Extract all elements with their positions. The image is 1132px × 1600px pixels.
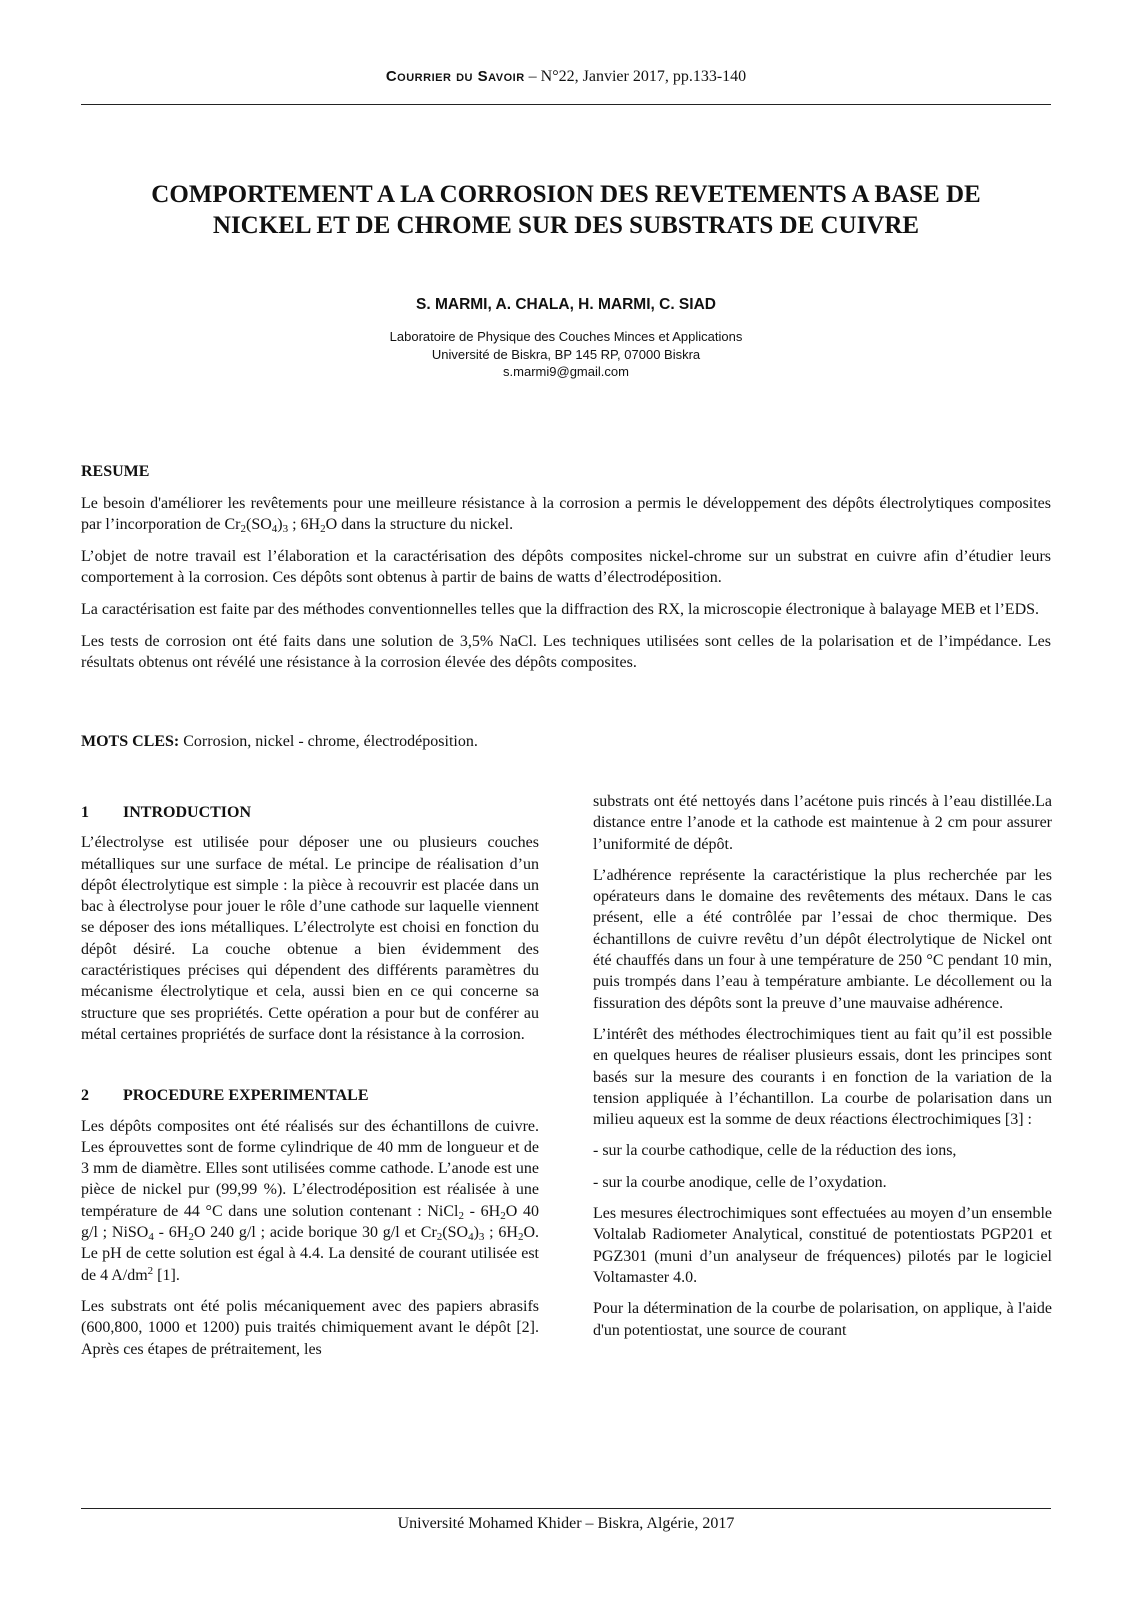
issue-info: – N°22, Janvier 2017, pp.133-140 — [524, 68, 747, 85]
left-column — [81, 802, 539, 1370]
keywords — [81, 733, 1051, 751]
title-line-1: COMPORTEMENT A LA CORROSION DES REVETEMENTS A BASE DE — [151, 181, 981, 208]
right-paragraph-1: substrats ont été nettoyés dans l’acétone puis rincés à l’eau distillée.La distance entre l’anode et la cathode est maintenue à 2 cm pour assurer l’uniformité de dépôt. — [593, 793, 1052, 853]
journal-name: Courrier du Savoir — [385, 68, 525, 85]
affiliation-university: Université de Biskra, BP 145 RP, 07000 Biskra — [431, 346, 701, 362]
title-line-2: NICKEL ET DE CHROME SUR DES SUBSTRATS DE CUIVRE — [212, 212, 920, 239]
section-2-paragraph-1: Les dépôts composites ont été réalisés sur des échantillons de cuivre. Les éprouvettes sont de forme cylindrique de 40 mm de longueur et de 3 mm de diamètre. Elles sont utilisées comme cathode. L’anode est une pièce de nickel pur (99,99 %). L’électrodéposition est réalisée à une température de 44 °C dans une solution contenant : NiCl$_2$ - $6H_2O$ 40 g/l ; NiSO$_4$ - $6H_2O$ 240 g/l ; acide borique 30 g/l et $Cr_2(SO_4)_3$ ; $6H_2O$. Le pH de cette solution est égal à 4.4. La densité de courant utilisée est de 4 $A/dm^2$ [1]. — [81, 1117, 540, 1284]
section-1-paragraph: L’électrolyse est utilisée pour déposer une ou plusieurs couches métalliques sur une surface de métal. Le principe de réalisation d’un dépôt électrolytique est simple : la pièce à recouvrir est placée dans un bac à électrolyse pour jouer le rôle d’une cathode sur laquelle viennent se déposer des ions métalliques. L’électrolyte est choisi en fonction du dépôt désiré. La couche obtenue a bien évidemment des caractéristiques précises qui dépendent des différents paramètres du mécanisme électrolytique et cela, aussi bien en ce qui concerne sa structure que ses propriétés. Cette opération a pour but de conférer au métal certaines propriétés de surface dont la résistance à la corrosion. — [81, 834, 539, 1043]
affiliation-lab: Laboratoire de Physique des Couches Minces et Applications — [389, 329, 743, 344]
right-paragraph-3: L’intérêt des méthodes électrochimiques tient au fait qu’il est possible en quelques heures de réaliser plusieurs essais, dont les principes sont basés sur la mesure des courants i en fonction de la variation de la tension appliquée à l’échantillon. La courbe de polarisation dans un milieu aqueux est la somme de deux réactions électrochimiques [3] : — [593, 1025, 1052, 1129]
keywords-label: MOTS CLES: — [81, 733, 180, 750]
running-header — [81, 68, 1051, 86]
abstract-paragraph-1: Le besoin d'améliorer les revêtements pour une meilleure résistance à la corrosion a permis le développement des dépôts électrolytiques composites par l’incorporation de $Cr_2(SO_4)_3$ ; $6H_2O$ dans la structure du nickel. — [81, 495, 1051, 535]
section-2-paragraph-2: Les substrats ont été polis mécaniquement avec des papiers abrasifs (600,800, 1000 et 1200) puis traités chimiquement avant le dépôt [2]. Après ces étapes de prétraitement, les — [81, 1297, 539, 1358]
section-2-heading: 2 PROCEDURE EXPERIMENTALE — [81, 1087, 369, 1105]
right-list-item-2: - sur la courbe anodique, celle de l’oxydation. — [593, 1173, 887, 1191]
section-1-heading: 1 INTRODUCTION — [81, 804, 252, 821]
abstract-paragraph-2: L’objet de notre travail est l’élaboration et la caractérisation des dépôts composites nickel-chrome sur un substrat en cuivre afin d’étudier leurs comportement à la corrosion. Ces dépôts sont obtenus à partir de bains de watts d’électrodéposition. — [81, 548, 1051, 586]
right-paragraph-2: L’adhérence représente la caractéristique la plus recherchée par les opérateurs dans le domaine des revêtements des métaux. Dans le cas présent, elle a été contrôlée par l’essai de choc thermique. Des échantillons de cuivre revêtu d’un dépôt électrolytique de Nickel ont été chauffés dans un four à une température de 250 °C pendant 10 min, puis trompés dans l’eau à température ambiante. Le décollement ou la fissuration des dépôts sont la preuve d’une mauvaise adhérence. — [593, 866, 1052, 1012]
author-email: s.marmi9@gmail.com — [503, 364, 629, 379]
footer-rule — [81, 1508, 1051, 1509]
right-paragraph-4: Les mesures électrochimiques sont effectuées au moyen d’un ensemble Voltalab Radiometer Analytical, constitué de potentiostats PGP201 et PGZ301 (muni d’un analyseur de fréquences) pilotés par le logiciel Voltamaster 4.0. — [593, 1205, 1052, 1286]
header-rule — [81, 104, 1051, 105]
abstract — [81, 461, 1051, 684]
keywords-text: Corrosion, nickel - chrome, électrodéposition. — [179, 733, 478, 750]
abstract-heading: RESUME — [81, 463, 150, 480]
right-column — [593, 791, 1052, 1351]
right-list-item-1: - sur la courbe cathodique, celle de la réduction des ions, — [593, 1142, 957, 1160]
authors: S. MARMI, A. CHALA, H. MARMI, C. SIAD — [416, 296, 716, 313]
paper-title — [81, 179, 1051, 241]
page-footer: Université Mohamed Khider – Biskra, Algérie, 2017 — [397, 1515, 735, 1532]
abstract-paragraph-4: Les tests de corrosion ont été faits dans une solution de 3,5% NaCl. Les techniques utilisées sont celles de la polarisation et de l’impédance. Les résultats obtenus ont révélé une résistance à la corrosion élevée des dépôts composites. — [81, 633, 1051, 671]
affiliation — [81, 328, 1051, 381]
abstract-paragraph-3: La caractérisation est faite par des méthodes conventionnelles telles que la diffraction des RX, la microscopie électronique à balayage MEB et l’EDS. — [81, 601, 1040, 618]
right-paragraph-5: Pour la détermination de la courbe de polarisation, on applique, à l'aide d'un potentiostat, une source de courant — [593, 1300, 1052, 1339]
